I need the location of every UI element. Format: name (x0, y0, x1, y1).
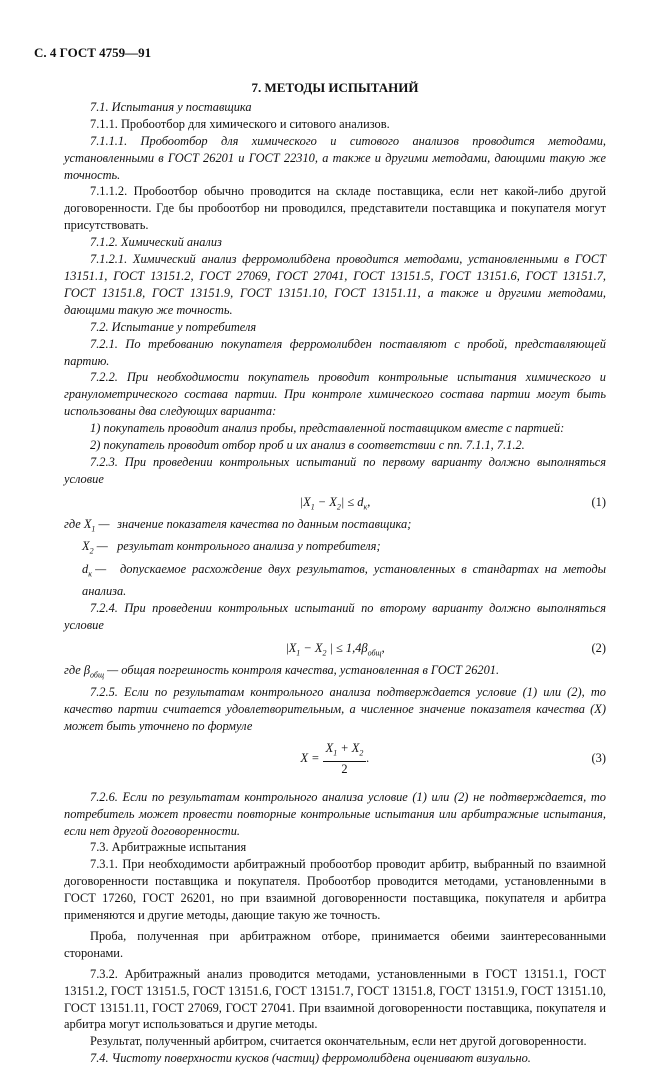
list-item-2: 2) покупатель проводит отбор проб и их анализ в соответствии с пп. 7.1.1, 7.1.2. (90, 438, 525, 453)
where-line: где $\beta_{общ}$ — общая погрешность контроля качества, установленная в ГОСТ 26201. (64, 662, 500, 680)
list-item-1: 1) покупатель проводит анализ пробы, представленной поставщиком вместе с партией: (90, 421, 565, 436)
formula-number: (3) (591, 750, 606, 765)
formula-1: $|X_1 - X_2| \le d_к$, (1) (64, 488, 606, 516)
paragraph-7-1-2-1: 7.1.2.1. Химический анализ ферромолибдена проводится методами, установленными в ГОСТ 13151.1, ГОСТ 13151.2, ГОСТ 27069, ГОСТ 27041, ГОСТ 13151.5, ГОСТ 13151.6, ГОСТ 13151.7, ГОСТ 13151.8, ГОСТ 13151.9, ГОСТ 13151.10, ГОСТ 13151.11, а также и другими методами, дающими такую же точность. (64, 252, 606, 317)
paragraph-7-1-1-2: 7.1.1.2. Пробоотбор обычно проводится на складе поставщика, если нет какой-либо другой договоренности. Где бы пробоотбор ни проводился, представители поставщика и покупателя могут присутствовать. (64, 184, 606, 233)
paragraph-7-4: 7.4. Чистоту поверхности кусков (частиц) ферромолибдена оценивают визуально. (90, 1051, 531, 1066)
paragraph-7-3: 7.3. Арбитражные испытания (90, 840, 247, 855)
paragraph-7-1-1: 7.1.1. Пробоотбор для химического и ситового анализов. (90, 116, 390, 131)
paragraph-7-2-2: 7.2.2. При необходимости покупатель проводит контрольные испытания химического и гранулометрического состава партии. При контроле химического состава партии могут быть использованы два следующих варианта: (64, 370, 606, 419)
paragraph-7-2-5: 7.2.5. Если по результатам контрольного анализа подтверждается условие (1) или (2), то качество партии считается удовлетворительным, а численное значение показателя качества (X) может быть уточнено по формуле (64, 684, 606, 733)
section-title: 7. МЕТОДЫ ИСПЫТАНИЙ (251, 80, 419, 95)
paragraph-7-3-2: 7.3.2. Арбитражный анализ проводится методами, установленными в ГОСТ 13151.1, ГОСТ 13151.2, ГОСТ 13151.5, ГОСТ 13151.6, ГОСТ 13151.7, ГОСТ 13151.8, ГОСТ 13151.9, ГОСТ 13151.10, ГОСТ 13151.11, ГОСТ 27069, ГОСТ 27041. При взаимной договоренности поставщика, покупателя и арбитра могут использоваться и другие методы. (64, 966, 606, 1032)
fraction: $\frac{X_1 + X_2}{2}$ (323, 741, 367, 776)
formula-2: $|X_1 - X_2$ | ≤ $1,4\beta_{общ}$, (2) (64, 634, 606, 662)
document-body (64, 80, 606, 1067)
paragraph-7-2: 7.2. Испытание у потребителя (90, 319, 257, 334)
where-line: $X_2$ — результат контрольного анализа у потребителя; (82, 539, 381, 556)
paragraph-7-3-2-b: Результат, полученный арбитром, считается окончательным, если нет другой договоренности. (90, 1034, 587, 1049)
formula-3: X = $\frac{X_1 + X_2}{2}$ . (3) (64, 735, 606, 781)
formula-number: (2) (591, 640, 606, 655)
paragraph-7-2-4: 7.2.4. При проведении контрольных испытаний по второму варианту должно выполняться условие (64, 600, 606, 632)
where-line: где $X_1$ — значение показателя качества по данным поставщика; (64, 516, 412, 534)
formula-number: (1) (591, 494, 606, 509)
paragraph-7-3-1-b: Проба, полученная при арбитражном отборе, принимается обеими заинтересованными сторонами. (64, 928, 606, 960)
paragraph-7-2-3: 7.2.3. При проведении контрольных испытаний по первому варианту должно выполняться условие (64, 454, 606, 486)
paragraph-7-2-1: 7.2.1. По требованию покупателя ферромолибден поставляют с пробой, представляющей партию. (64, 336, 606, 368)
page-header: С. 4 ГОСТ 4759—91 (34, 45, 152, 60)
paragraph-7-1-2: 7.1.2. Химический анализ (90, 235, 222, 250)
paragraph-7-2-6: 7.2.6. Если по результатам контрольного анализа условие (1) или (2) не подтверждается, то потребитель может провести повторные контрольные испытания или арбитражные испытания, если нет другой договоренности. (64, 789, 606, 838)
paragraph-7-1: 7.1. Испытания у поставщика (90, 99, 252, 114)
where-line: $d_к$ — допускаемое расхождение двух результатов, установленных в стандартах на методы анализа. (82, 561, 606, 598)
paragraph-7-3-1: 7.3.1. При необходимости арбитражный пробоотбор проводит арбитр, выбранный по взаимной договоренности поставщика и покупателя. Пробоотбор проводится методами, установленными в ГОСТ 17260, ГОСТ 26201, но при взаимной договоренности поставщика, покупателя и арбитра применяются и другие методы, дающие такую же точность. (64, 857, 606, 923)
paragraph-7-1-1-1: 7.1.1.1. Пробоотбор для химического и ситового анализов проводится методами, установленными в ГОСТ 26201 и ГОСТ 22310, а также и другими методами, дающими такую же точность. (64, 133, 606, 182)
